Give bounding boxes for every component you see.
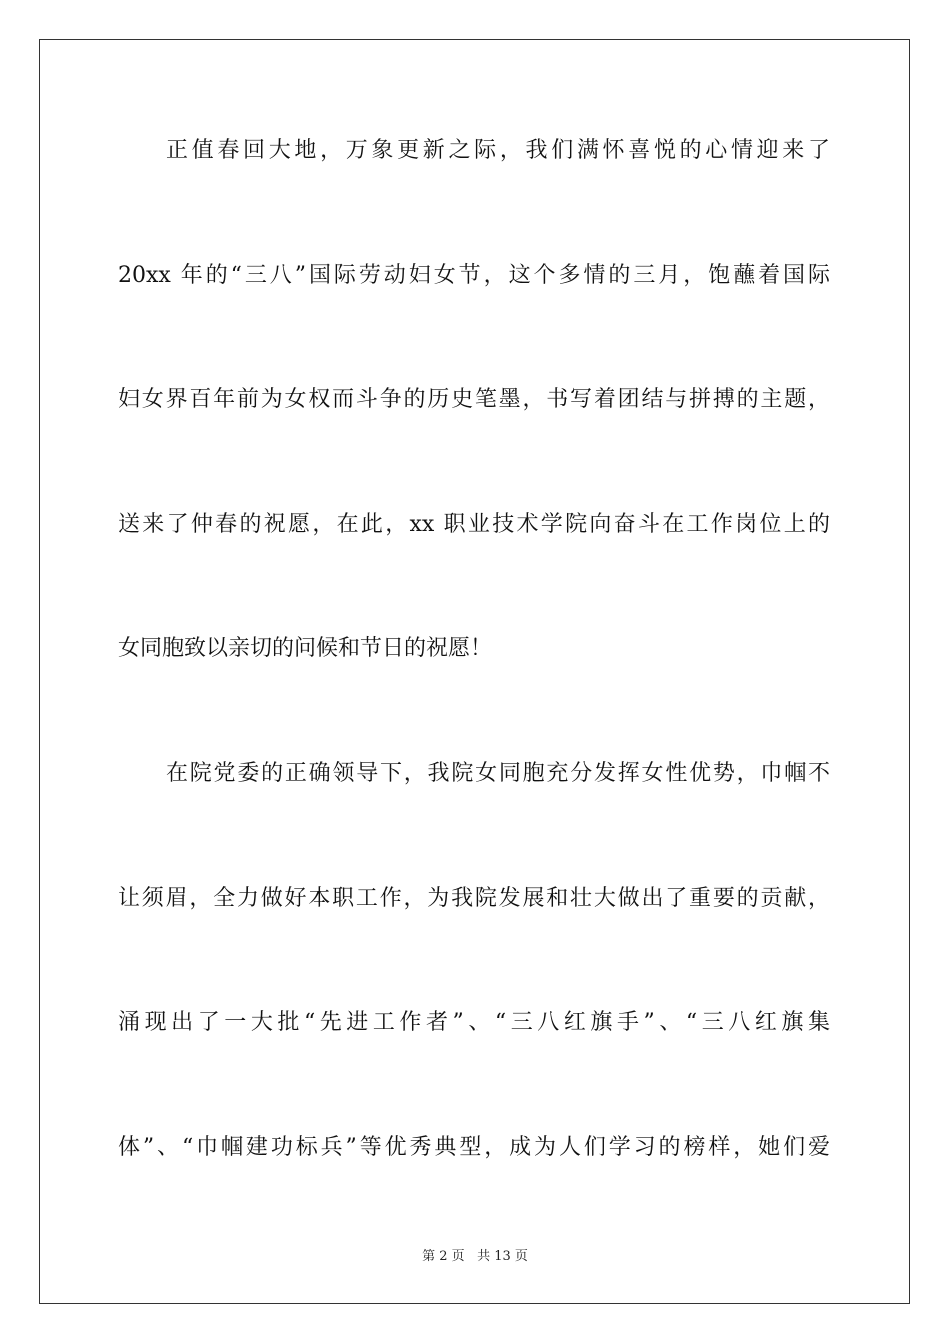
paragraph-1-line-5: 女同胞致以亲切的问候和节日的祝愿！ bbox=[118, 636, 493, 661]
page-number: 第 2 页 bbox=[422, 1249, 465, 1264]
footer-separator bbox=[465, 1249, 477, 1264]
paragraph-1-line-3: 妇女界百年前为女权而斗争的历史笔墨，书写着团结与拼搏的主题， bbox=[118, 387, 830, 412]
paragraph-1-line-1: 正值春回大地，万象更新之际，我们满怀喜悦的心情迎来了 bbox=[166, 138, 830, 163]
paragraph-1-line-4: 送来了仲春的祝愿，在此，xx 职业技术学院向奋斗在工作岗位上的 bbox=[118, 512, 830, 537]
page-frame bbox=[39, 39, 910, 1304]
paragraph-2-line-2: 让须眉，全力做好本职工作，为我院发展和壮大做出了重要的贡献， bbox=[118, 886, 830, 911]
paragraph-2-line-1: 在院党委的正确领导下，我院女同胞充分发挥女性优势，巾帼不 bbox=[166, 761, 830, 786]
paragraph-2-line-4: 体”、“巾帼建功标兵”等优秀典型，成为人们学习的榜样，她们爱 bbox=[118, 1135, 830, 1160]
page-footer bbox=[0, 1248, 950, 1266]
paragraph-2-line-3: 涌现出了一大批“先进工作者”、“三八红旗手”、“三八红旗集 bbox=[118, 1010, 830, 1035]
page-total: 共 13 页 bbox=[477, 1249, 528, 1264]
paragraph-1-line-2: 20xx 年的“三八”国际劳动妇女节，这个多情的三月，饱蘸着国际 bbox=[118, 263, 830, 288]
